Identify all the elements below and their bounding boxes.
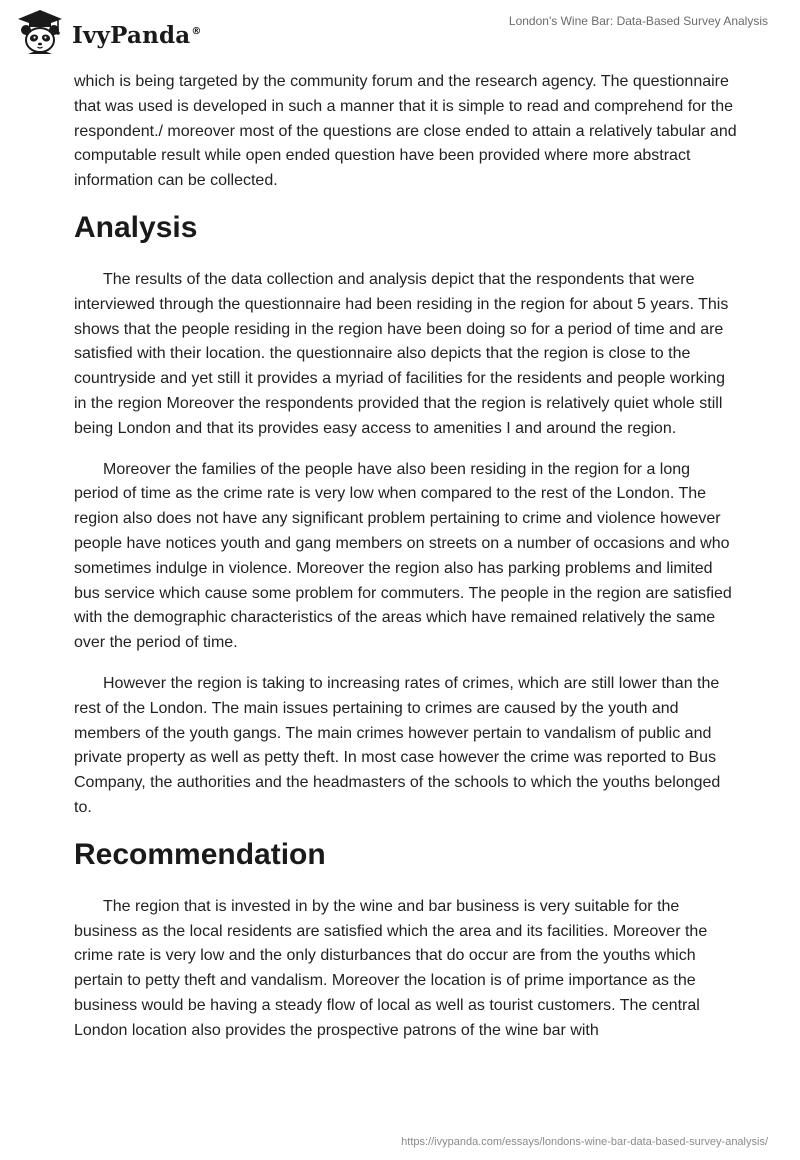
essay-content	[74, 70, 738, 1060]
recommendation-heading: Recommendation	[74, 837, 326, 871]
page-header	[0, 0, 800, 62]
source-url-link[interactable]: https://ivypanda.com/essays/londons-wine-bar-data-based-survey-analysis/	[401, 1136, 768, 1148]
analysis-paragraph: However the region is taking to increasing rates of crimes, which are still lower than the rest of the London. The main issues pertaining to crimes are caused by the youth and members of the youth gangs. The main crimes however pertain to vandalism of public and private property as well as petty theft. In most case however the crime was reported to Bus Company, the authorities and the headmasters of the schools to which the youths belonged to.	[74, 674, 721, 816]
analysis-paragraph: The results of the data collection and analysis depict that the respondents that were interviewed through the questionnaire had been residing in the region for about 5 years. This shows that the people residing in the region have been doing so for a period of time and are satisfied with their location. the questionnaire also depicts that the region is close to the countryside and yet still it provides a myriad of facilities for the residents and people working in the region Moreover the respondents provided that the region is relatively quiet whole still being London and that its provides easy access to amenities I and around the region.	[74, 270, 729, 437]
document-title: London's Wine Bar: Data-Based Survey Analysis	[508, 14, 768, 28]
logo-name: IvyPanda	[72, 21, 191, 49]
ivypanda-logo[interactable]	[14, 8, 202, 56]
logo-wordmark	[72, 22, 202, 49]
logo-registered-mark: ®	[191, 25, 202, 37]
intro-paragraph: which is being targeted by the community forum and the research agency. The questionnaire that was used is developed in such a manner that it is simple to read and comprehend for the respondent./ moreover most of the questions are close ended to attain a relatively tabular and computable result while open ended question have been provided where more abstract information can be collected.	[74, 73, 737, 190]
analysis-paragraph: Moreover the families of the people have also been residing in the region for a long period of time as the crime rate is very low when compared to the rest of the London. The region also does not have any significant problem pertaining to crime and violence however people have notices youth and gang members on streets on a number of occasions and who sometimes indulge in violence. Moreover the region also has parking problems and limited bus service which cause some problem for commuters. The people in the region are satisfied with the demographic characteristics of the areas which have remained relatively the same over the period of time.	[74, 460, 732, 652]
analysis-heading: Analysis	[74, 210, 198, 244]
recommendation-paragraph: The region that is invested in by the wine and bar business is very suitable for the business as the local residents are satisfied which the area and its facilities. Moreover the crime rate is very low and the only disturbances that do occur are from the youths which pertain to petty theft and vandalism. Moreover the location is of prime importance as the business would be having a steady flow of local as well as tourist customers. The central London location also provides the prospective patrons of the wine bar with	[74, 897, 708, 1039]
panda-graduate-icon	[14, 8, 66, 56]
